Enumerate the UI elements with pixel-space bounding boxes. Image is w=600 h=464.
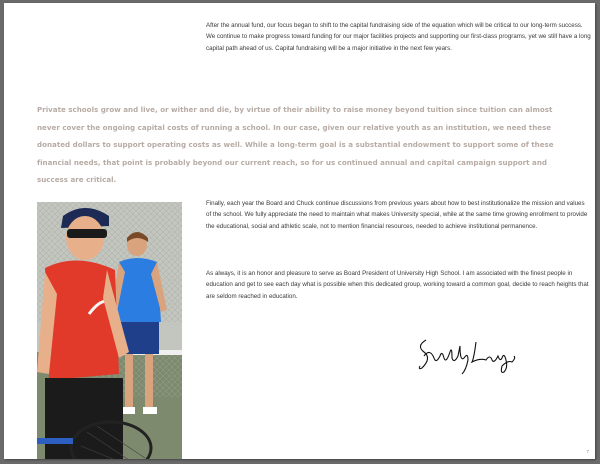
document-page [4, 3, 595, 459]
body-paragraph-board-president: As always, it is an honor and pleasure to serve as Board President of University High School. I am associated with the finest people in education and get to see each day what is possible when this dedicated group, working toward a common goal, decide to reach heights that are seldom reached in education. [206, 270, 589, 300]
body-paragraph-capital-fundraising: After the annual fund, our focus began to shift to the capital fundraising side of the equation which will be critical to our long-term success. We continue to make progress toward funding for our major facilities projects and supporting our first-class programs, yet we still have a long capital path ahead of us. Capital fundraising will be a major initiative in the next few years. [206, 22, 591, 52]
tennis-players-photo [37, 202, 182, 459]
page-number: 7 [586, 449, 589, 454]
signature-image [414, 328, 520, 376]
body-paragraph-mission-values: Finally, each year the Board and Chuck continue discussions from previous years about how to best institutionalize the mission and values of the school. We fully appreciate the need to maintain what makes University special, while at the same time growing enrollment to provide the educational, social and athletic scale, not to mention financial resources, needed to achieve institutional permanence. [206, 200, 588, 230]
pull-quote: Private schools grow and live, or wither and die, by virtue of their ability to raise money beyond tuition since tuition can almost never cover the ongoing capital costs of running a school. In our case, given our relative youth as an institution, we need these donated dollars to support operating costs as well. While a long-term goal is a substantial endowment to support some of these financial needs, that point is probably beyond our current reach, so for us continued annual and capital campaign support and success are critical. [37, 105, 554, 185]
